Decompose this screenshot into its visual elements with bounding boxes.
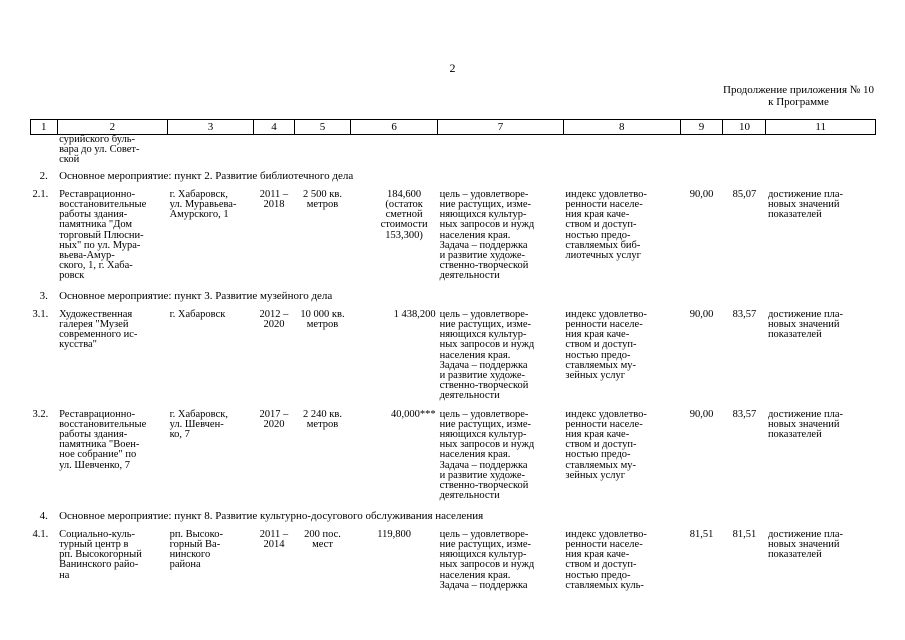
col-header: 10 bbox=[723, 120, 766, 135]
col-header: 5 bbox=[294, 120, 350, 135]
continuation-line-2: к Программе bbox=[768, 96, 829, 108]
item-value-10: 83,57 bbox=[732, 408, 757, 420]
item-years: 2012 – 2020 bbox=[259, 308, 289, 331]
item-capacity: 2 500 кв. метров bbox=[303, 188, 342, 211]
item-indicator: индекс удовлетво- ренности населе- ния края каче- ством и доступ- ностью предо- ставляемых му- зейных услуг bbox=[565, 308, 647, 382]
item-result: достижение пла- новых значений показателей bbox=[767, 528, 843, 561]
item-value-10: 81,51 bbox=[732, 528, 757, 540]
table-row bbox=[31, 306, 876, 406]
section-title: Основное мероприятие: пункт 8. Развитие культурно-досугового обслуживания населения bbox=[59, 509, 484, 522]
col-header: 6 bbox=[351, 120, 438, 135]
item-name: Реставрационно- восстановительные работы здания- памятника "Дом торговый Плюсни- ных" по ул. Мура- вьева-Амур- ского, 1, г. Хаба- ровск bbox=[59, 188, 147, 282]
col-header: 11 bbox=[766, 120, 876, 135]
item-value-9: 90,00 bbox=[689, 408, 714, 420]
item-value-10: 85,07 bbox=[732, 188, 757, 200]
item-address: г. Хабаровск, ул. Шевчен- ко, 7 bbox=[169, 408, 228, 441]
item-result: достижение пла- новых значений показателей bbox=[767, 308, 843, 341]
section-row bbox=[31, 506, 876, 526]
item-address: рп. Высоко- горный Ва- нинского района bbox=[169, 528, 223, 571]
item-years: 2017 – 2020 bbox=[259, 408, 289, 430]
item-indicator: индекс удовлетво- ренности населе- ния края каче- ством и доступ- ностью предо- ставляемых куль- bbox=[565, 528, 647, 591]
item-years: 2011 – 2018 bbox=[259, 188, 289, 211]
section-number: 2. bbox=[39, 169, 48, 182]
item-capacity: 2 240 кв. метров bbox=[303, 408, 342, 430]
item-name: Социально-куль- турный центр в рп. Высокогорный Ванинского райо- на bbox=[59, 528, 142, 581]
item-cost: 1 438,200 bbox=[393, 308, 436, 320]
item-address: г. Хабаровск bbox=[169, 308, 226, 320]
item-number: 3.2. bbox=[32, 408, 49, 420]
item-name: Художественная галерея "Музей современного ис- кусства" bbox=[59, 308, 138, 351]
section-title: Основное мероприятие: пункт 2. Развитие библиотечного дела bbox=[59, 169, 354, 182]
item-cost: 184,600 (остаток сметной стоимости 153,300) bbox=[380, 188, 428, 241]
item-result: достижение пла- новых значений показателей bbox=[767, 408, 843, 441]
item-goal: цель – удовлетворе- ние растущих, изме- няющихся культур- ных запросов и нужд населения края. Задача – поддержка bbox=[439, 528, 535, 591]
program-table bbox=[30, 119, 876, 595]
item-indicator: индекс удовлетво- ренности населе- ния края каче- ством и доступ- ностью предо- ставляемых му- зейных услуг bbox=[565, 408, 647, 481]
section-row bbox=[31, 166, 876, 186]
table-header-row bbox=[31, 120, 876, 135]
item-value-9: 90,00 bbox=[689, 308, 714, 320]
col-header: 7 bbox=[438, 120, 564, 135]
item-goal: цель – удовлетворе- ние растущих, изме- няющихся культур- ных запросов и нужд населения края. Задача – поддержка и развитие художе- ственно-творческой деятельности bbox=[439, 188, 535, 282]
item-indicator: индекс удовлетво- ренности населе- ния края каче- ством и доступ- ностью предо- ставляемых биб- лиотечных услуг bbox=[565, 188, 647, 262]
carry-over-row bbox=[31, 135, 876, 166]
item-value-10: 83,57 bbox=[732, 308, 757, 320]
item-capacity: 200 пос. мест bbox=[304, 528, 341, 550]
item-cost: 119,800 bbox=[377, 528, 411, 540]
col-header: 8 bbox=[563, 120, 680, 135]
continuation-line-1: Продолжение приложения № 10 bbox=[723, 84, 874, 96]
table-row bbox=[31, 526, 876, 595]
item-number: 2.1. bbox=[32, 188, 49, 200]
item-value-9: 81,51 bbox=[689, 528, 714, 540]
item-capacity: 10 000 кв. метров bbox=[300, 308, 345, 331]
item-result: достижение пла- новых значений показателей bbox=[767, 188, 843, 221]
item-cost: 40,000*** bbox=[390, 408, 436, 420]
item-name: Реставрационно- восстановительные работы здания- памятника "Воен- ное собрание" по ул. Шевченко, 7 bbox=[59, 408, 147, 471]
continuation-note bbox=[723, 84, 874, 108]
table-row bbox=[31, 406, 876, 506]
item-number: 3.1. bbox=[32, 308, 49, 320]
col-header: 1 bbox=[31, 120, 58, 135]
section-number: 4. bbox=[39, 509, 48, 522]
col-header: 9 bbox=[680, 120, 723, 135]
carry-over-text: сурийского буль- вара до ул. Совет- ской bbox=[59, 134, 140, 166]
item-years: 2011 – 2014 bbox=[259, 528, 289, 550]
item-goal: цель – удовлетворе- ние растущих, изме- няющихся культур- ных запросов и нужд населения края. Задача – поддержка и развитие художе- ственно-творческой деятельности bbox=[439, 408, 535, 502]
item-address: г. Хабаровск, ул. Муравьева- Амурского, 1 bbox=[169, 188, 237, 221]
section-title: Основное мероприятие: пункт 3. Развитие музейного дела bbox=[59, 289, 333, 302]
col-header: 3 bbox=[168, 120, 254, 135]
section-number: 3. bbox=[39, 289, 48, 302]
item-value-9: 90,00 bbox=[689, 188, 714, 200]
col-header: 2 bbox=[57, 120, 167, 135]
table-row bbox=[31, 186, 876, 286]
col-header: 4 bbox=[253, 120, 294, 135]
item-number: 4.1. bbox=[32, 528, 49, 540]
item-goal: цель – удовлетворе- ние растущих, изме- няющихся культур- ных запросов и нужд населения края. Задача – поддержка и развитие художе- ственно-творческой деятельности bbox=[439, 308, 535, 402]
page-number: 2 bbox=[449, 61, 456, 75]
section-row bbox=[31, 286, 876, 306]
